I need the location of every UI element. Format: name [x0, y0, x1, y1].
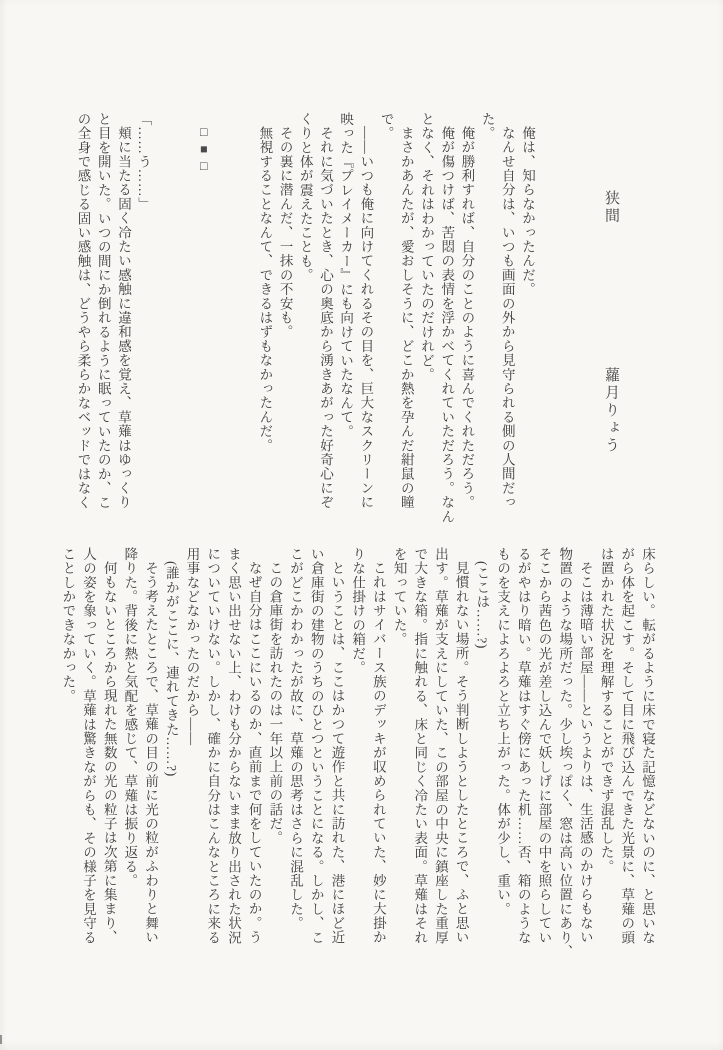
- text-line: 用事などなかったのだから――: [184, 547, 200, 746]
- text-line: その裏に潜んだ、一抹の不安も。: [277, 126, 293, 340]
- text-line: 「……う……」: [136, 112, 152, 212]
- text-line: (誰かがここに、連れてきた……?): [163, 561, 179, 778]
- text-line: この倉庫街を訪れたのは一年以上前の話だ。: [267, 561, 283, 846]
- text-line: ――いつも俺に向けてくれるその目を、巨大なスクリーンに: [358, 126, 374, 510]
- text-line: それに気づいたとき、心の奥底から湧きあがった好奇心にぞ: [317, 126, 333, 510]
- text-line: まく思い出せない上、わけも分からないまま放り出された状況: [225, 547, 241, 945]
- text-line: なぜ自分はここにいるのか、直前まで何をしていたのか。う: [246, 561, 262, 945]
- text-line: と目を開いた。いつの間にか倒れるように眠っていたのか、こ: [95, 112, 111, 510]
- text-line: なんせ自分は、いつも画面の外から見守られる側の人間だっ: [499, 126, 515, 510]
- scan-artifact: [0, 1035, 2, 1044]
- text-line: で大きな箱。指に触れる、床と同じく冷たい表面。草薙はそれ: [412, 547, 428, 945]
- text-line: [153, 112, 173, 516]
- text-line: 人の姿を象っていく。草薙は驚きながらも、その様子を見守る: [81, 547, 97, 945]
- text-line: の全身で感じる固い感触は、どうやら柔らかなベッドではなく: [75, 112, 91, 510]
- text-line: 映った『プレイメーカー』にも向けていたなんて。: [338, 112, 354, 439]
- text-line: ということは、ここはかつて遊作と共に訪れた、港にほど近: [329, 561, 345, 945]
- text-line: 俺が傷つけば、苦悶の表情を浮かべてくれていただろう。なん: [439, 126, 455, 524]
- bottom-text-block: [57, 547, 657, 961]
- text-line: 見慣れない場所。そう判断しようとしたところで、ふと思い: [453, 561, 469, 945]
- text-line: 何もないところから現れた無数の光の粒子は次第に集まり、: [101, 561, 117, 945]
- scene-divider: □■□: [196, 125, 211, 176]
- text-line: 降りた。背後に熱と気配を感じて、草薙は振り返る。: [122, 547, 138, 888]
- text-line: は置かれた状況を理解することができず混乱した。: [598, 547, 614, 874]
- text-line: についていけない。しかし、確かに自分はこんなところに来る: [205, 547, 221, 945]
- text-line: で。: [378, 112, 394, 141]
- text-line: くりと体が震えたことも。: [297, 112, 313, 283]
- text-line: るがやはり暗い。草薙はすぐ傍にあった机……否、箱のような: [515, 547, 531, 945]
- text-line: 俺が勝利すれば、自分のことのように喜んでくれただろう。: [459, 126, 475, 510]
- story-title: 狭間: [603, 190, 619, 225]
- story-author: 蘿月りょう: [603, 367, 619, 455]
- text-line: ものを支えによろよろと立ち上がった。体が少し、重い。: [495, 547, 511, 917]
- text-line: 無視することなんて、できるはずもなかったんだ。: [257, 126, 273, 453]
- text-line: 床らしい。転がるように床で寝た記憶などないのに、と思いな: [640, 547, 655, 945]
- text-line: 頬に当たる固く冷たい感触に違和感を覚え、草薙はゆっくり: [115, 126, 131, 510]
- text-line: を知っていた。: [391, 547, 407, 647]
- text-line: まさかあんたが、愛おしそうに、どこか熱を孕んだ紺鼠の瞳: [398, 126, 414, 510]
- text-line: [173, 112, 193, 516]
- text-line: 出す。草薙が支えにしていた、この部屋の中央に鎮座した重厚: [432, 547, 448, 945]
- text-line: [214, 112, 234, 516]
- text-line: となく、それはわかっていたのだけれど。: [418, 112, 434, 382]
- text-line: い倉庫街の建物のうちのひとつということになる。しかし、こ: [308, 547, 324, 945]
- text-line: 俺は、知らなかったんだ。: [520, 126, 535, 297]
- text-line: た。: [479, 112, 495, 141]
- text-line: ことしかできなかった。: [60, 547, 76, 704]
- text-line: これはサイバース族のデッキが収められていた、妙に大掛か: [370, 561, 386, 945]
- text-line: 物置のような場所だった。少し埃っぽく、窓は高い位置にあり、: [557, 547, 573, 959]
- text-line: がら体を起こす。そして目に飛び込んできた光景に、草薙の頭: [619, 547, 635, 945]
- text-line: こがどこかわかったが故に、草薙の思考はさらに混乱した。: [288, 547, 304, 931]
- title-column: [601, 190, 622, 455]
- text-line: りな仕掛けの箱だ。: [350, 547, 366, 675]
- text-line: そこは薄暗い部屋――というよりは、生活感のかけらもない: [577, 561, 593, 945]
- text-line: [234, 112, 254, 516]
- text-line: (ここは……?): [474, 561, 490, 650]
- text-line: そこから茜色の光が差し込んで妖しげに部屋の中を照らしてい: [536, 547, 552, 945]
- text-line: そう考えたところで、草薙の目の前に光の粒がふわりと舞い: [143, 561, 159, 945]
- top-text-block: [72, 112, 537, 524]
